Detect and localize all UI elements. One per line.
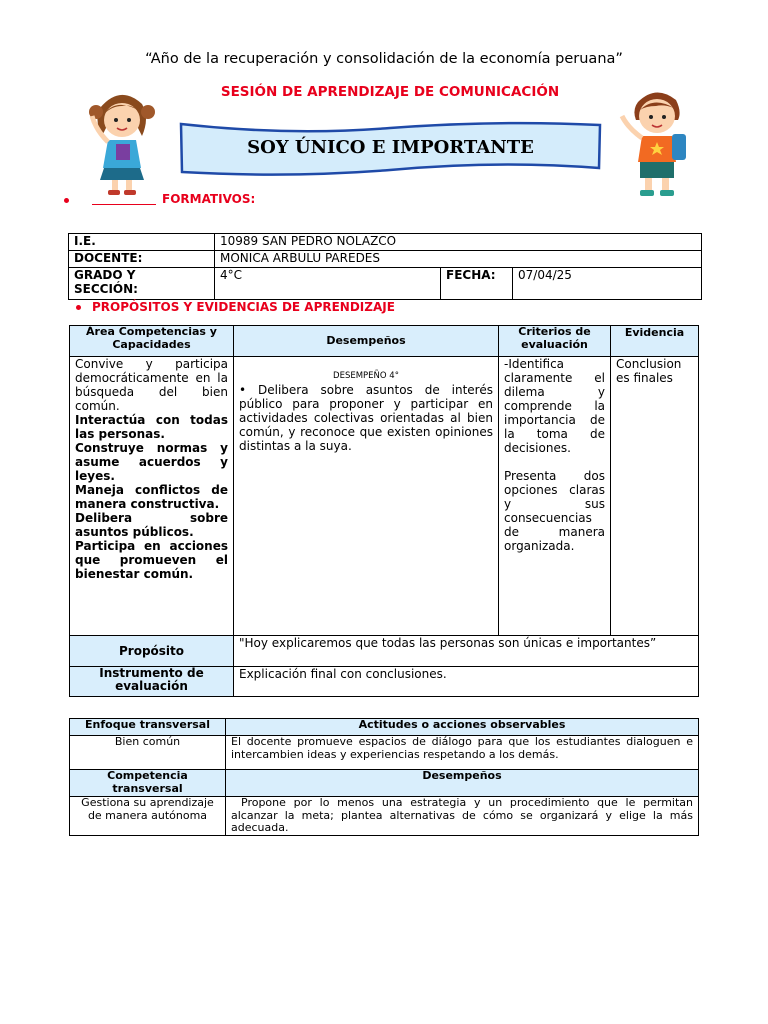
section-purposes-title: PROPÓSITOS Y EVIDENCIAS DE APRENDIZAJE bbox=[92, 300, 395, 314]
boy-illustration bbox=[618, 82, 694, 202]
blank-underline bbox=[92, 200, 156, 205]
actitudes-value: El docente promueve espacios de diálogo para que los estudiantes dialoguen e intercambien ideas y experiencias respetando a los demás. bbox=[226, 736, 699, 770]
bullet-icon bbox=[64, 198, 69, 203]
actitudes-header: Actitudes o acciones observables bbox=[226, 719, 699, 736]
docente-label: DOCENTE: bbox=[69, 251, 215, 268]
docente-value: MONICA ARBULU PAREDES bbox=[215, 251, 702, 268]
instrumento-label-line1: Instrumento de bbox=[99, 666, 204, 680]
area-header-line1: Área Competencias y bbox=[86, 325, 217, 338]
competencia-intro: Convive y participa democráticamente en la búsqueda del bien común. bbox=[75, 357, 228, 413]
purposes-table bbox=[69, 325, 699, 697]
capacidad-2: Construye normas y asume acuerdos y leyes. bbox=[75, 441, 228, 483]
grado-label bbox=[69, 268, 215, 300]
competencia-value bbox=[70, 797, 226, 836]
desempenos-header: Desempeños bbox=[234, 326, 499, 357]
competencia-value-line1: Gestiona su aprendizaje bbox=[81, 796, 214, 809]
lesson-title: SOY ÚNICO E IMPORTANTE bbox=[247, 137, 534, 158]
grado-value: 4°C bbox=[215, 268, 441, 300]
desempeno-transversal-value: Propone por lo menos una estrategia y un procedimiento que le permitan alcanzar la meta; plantea alternativas de cómo se organizará y elige la más adecuada. bbox=[226, 797, 699, 836]
capacidad-4: Delibera sobre asuntos públicos. bbox=[75, 511, 228, 539]
ie-value: 10989 SAN PEDRO NOLAZCO bbox=[215, 234, 702, 251]
info-table bbox=[68, 233, 702, 300]
instrumento-label bbox=[70, 667, 234, 697]
competencia-header bbox=[70, 770, 226, 797]
instrumento-label-line2: evaluación bbox=[115, 679, 188, 693]
criterios-cell bbox=[499, 357, 611, 636]
transversal-table bbox=[69, 718, 699, 836]
area-header-line2: Capacidades bbox=[112, 337, 191, 351]
criterios-header-line2: evaluación bbox=[521, 337, 588, 351]
proposito-value: "Hoy explicaremos que todas las personas son únicas e importantes” bbox=[234, 636, 699, 667]
capacidad-1: Interactúa con todas las personas. bbox=[75, 413, 228, 441]
enfoque-value: Bien común bbox=[70, 736, 226, 770]
area-header bbox=[70, 326, 234, 357]
capacidad-5: Participa en acciones que promueven el bienestar común. bbox=[75, 539, 228, 581]
formativos-label: FORMATIVOS: bbox=[162, 192, 256, 206]
desempeno-text: • Delibera sobre asuntos de interés público para proponer y participar en actividades colectivas orientadas al bien común, y reconoce que existen opiniones distintas a la suya. bbox=[239, 383, 493, 453]
session-title: SESIÓN DE APRENDIZAJE DE COMUNICACIÓN bbox=[220, 84, 560, 100]
year-title: “Año de la recuperación y consolidación de la economía peruana” bbox=[145, 51, 623, 67]
competencia-header-line1: Competencia bbox=[107, 769, 188, 782]
criterios-header-line1: Criterios de bbox=[518, 325, 591, 338]
fecha-label: FECHA: bbox=[441, 268, 513, 300]
girl-illustration bbox=[86, 86, 158, 198]
desempeno-cell bbox=[234, 357, 499, 636]
desempeno-title: DESEMPEÑO 4° bbox=[333, 371, 399, 381]
fecha-value: 07/04/25 bbox=[513, 268, 702, 300]
criterio-1: -Identifica claramente el dilema y comprende la importancia de la toma de decisiones. bbox=[504, 357, 605, 455]
capacidad-3: Maneja conflictos de manera constructiva. bbox=[75, 483, 228, 511]
criterios-header bbox=[499, 326, 611, 357]
proposito-label: Propósito bbox=[70, 636, 234, 667]
evidencia-line1: Conclusion bbox=[616, 357, 682, 371]
evidencia-cell bbox=[611, 357, 699, 636]
instrumento-value: Explicación final con conclusiones. bbox=[234, 667, 699, 697]
competencias-cell bbox=[70, 357, 234, 636]
enfoque-header: Enfoque transversal bbox=[70, 719, 226, 736]
bullet-icon bbox=[76, 305, 81, 310]
criterio-2: Presenta dos opciones claras y sus consecuencias de manera organizada. bbox=[504, 469, 605, 553]
evidencia-header: Evidencia bbox=[611, 326, 699, 357]
grado-label-line2: SECCIÓN: bbox=[74, 282, 138, 296]
grado-label-line1: GRADO Y bbox=[74, 268, 136, 282]
ie-label: I.E. bbox=[69, 234, 215, 251]
competencia-header-line2: transversal bbox=[112, 781, 183, 795]
competencia-value-line2: de manera autónoma bbox=[87, 808, 208, 822]
evidencia-line2: es finales bbox=[616, 371, 673, 385]
desempenos-transversal-header: Desempeños bbox=[226, 770, 699, 797]
